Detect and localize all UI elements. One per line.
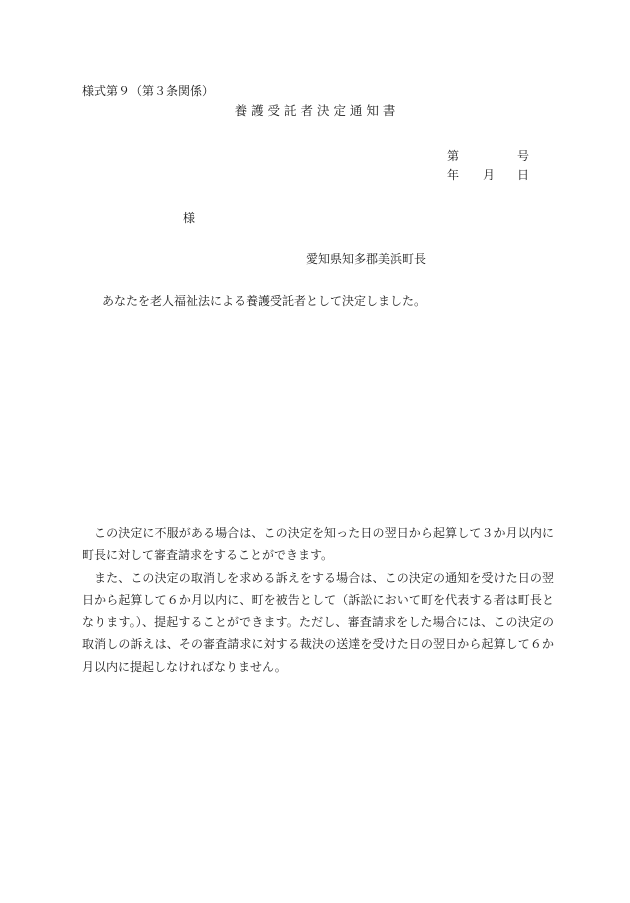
decision-statement: あなたを老人福祉法による養護受託者として決定しました。 [102,294,427,308]
form-label: 様式第９（第３条関係） [82,84,215,98]
date-day: 日 [517,168,530,182]
notice-paragraph-1: この決定に不服がある場合は、この決定を知った日の翌日から起算して３か月以内に町長に対して審査請求をすることができます。 [82,526,554,563]
date-year: 年 [447,168,460,182]
addressee-suffix: 様 [183,211,196,225]
notice-paragraph-2: また、この決定の取消しを求める訴えをする場合は、この決定の通知を受けた日の翌日から起算して６か月以内に、町を被告として（訴訟において町を代表する者は町長となります。）、提起することができます。ただし、審査請求をした場合には、この決定の取消しの訴えは、その審査請求に対する裁決の送達を受けた日の翌日から起算して６か月以内に提起しなければなりません。 [82,570,554,674]
number-suffix: 号 [517,149,530,163]
date-month: 月 [483,168,496,182]
appeal-notice [82,522,554,678]
document-title-text: 養 護 受 託 者 決 定 通 知 書 [234,103,396,118]
document-title [0,101,630,119]
number-prefix: 第 [447,149,460,163]
issuer-name: 愛知県知多郡美浜町長 [306,252,427,266]
